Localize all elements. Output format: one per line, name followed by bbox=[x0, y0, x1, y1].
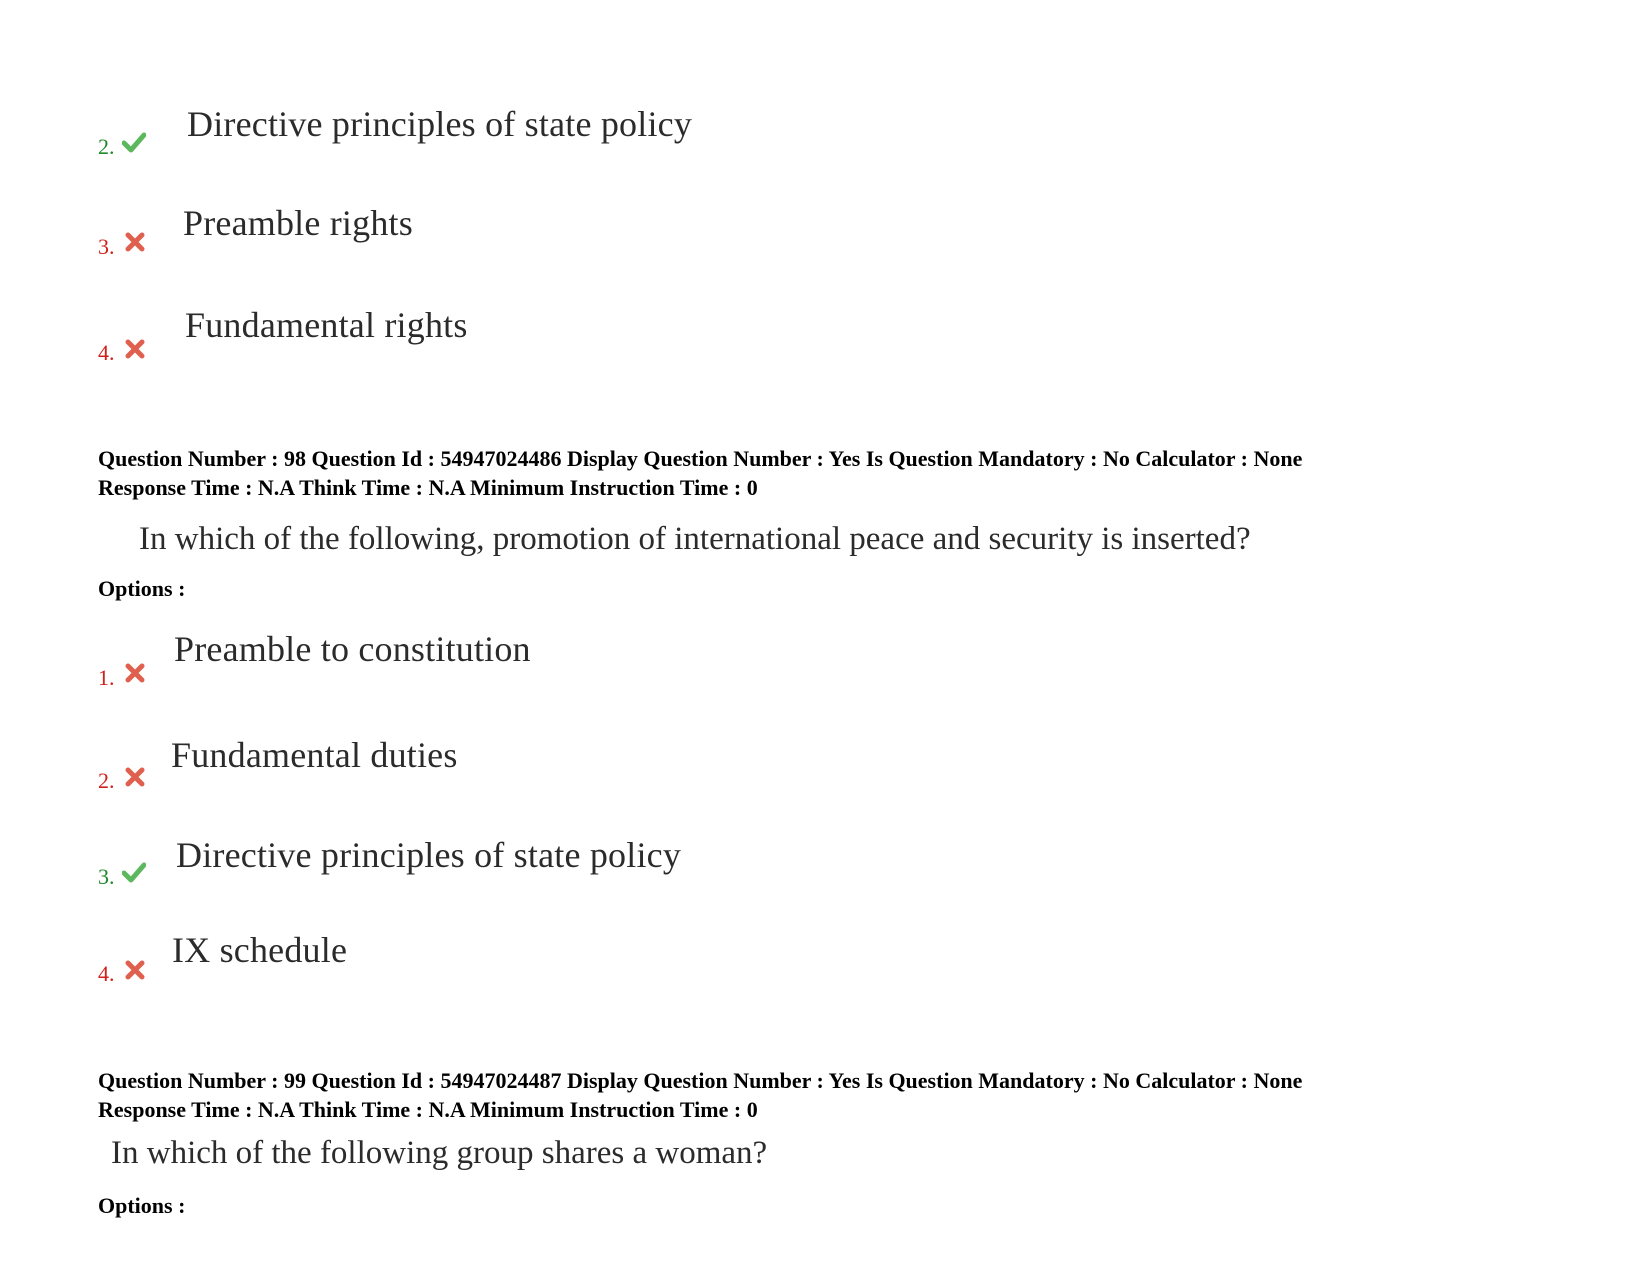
option-number: 3. bbox=[98, 234, 115, 259]
check-icon bbox=[122, 861, 146, 883]
cross-icon bbox=[123, 959, 147, 981]
option-text: IX schedule bbox=[172, 930, 348, 970]
option-text: Preamble to constitution bbox=[174, 629, 531, 669]
question-meta-line1: Question Number : 99 Question Id : 54947024487 Display Question Number : Yes Is Question Mandatory : No Calculator : None bbox=[98, 1068, 1303, 1093]
question-meta-line2: Response Time : N.A Think Time : N.A Minimum Instruction Time : 0 bbox=[98, 475, 758, 500]
option-number: 2. bbox=[98, 768, 115, 793]
check-icon bbox=[122, 131, 146, 153]
option-text: Fundamental duties bbox=[171, 735, 458, 775]
cross-icon bbox=[123, 662, 147, 684]
option-number: 2. bbox=[98, 134, 115, 159]
option-number: 4. bbox=[98, 961, 115, 986]
cross-icon bbox=[123, 766, 147, 788]
cross-icon bbox=[123, 231, 147, 253]
option-text: Preamble rights bbox=[183, 203, 413, 243]
question-text: In which of the following group shares a woman? bbox=[111, 1135, 768, 1171]
option-text: Directive principles of state policy bbox=[176, 835, 682, 875]
question-meta-line1: Question Number : 98 Question Id : 54947024486 Display Question Number : Yes Is Question Mandatory : No Calculator : None bbox=[98, 446, 1303, 471]
options-label: Options : bbox=[98, 576, 186, 601]
option-text: Directive principles of state policy bbox=[187, 104, 693, 144]
question-text: In which of the following, promotion of international peace and security is inserted? bbox=[139, 521, 1251, 557]
option-number: 3. bbox=[98, 864, 115, 889]
options-label: Options : bbox=[98, 1193, 186, 1218]
question-meta-line2: Response Time : N.A Think Time : N.A Minimum Instruction Time : 0 bbox=[98, 1097, 758, 1122]
option-text: Fundamental rights bbox=[185, 305, 468, 345]
option-number: 4. bbox=[98, 340, 115, 365]
cross-icon bbox=[123, 338, 147, 360]
option-number: 1. bbox=[98, 665, 115, 690]
